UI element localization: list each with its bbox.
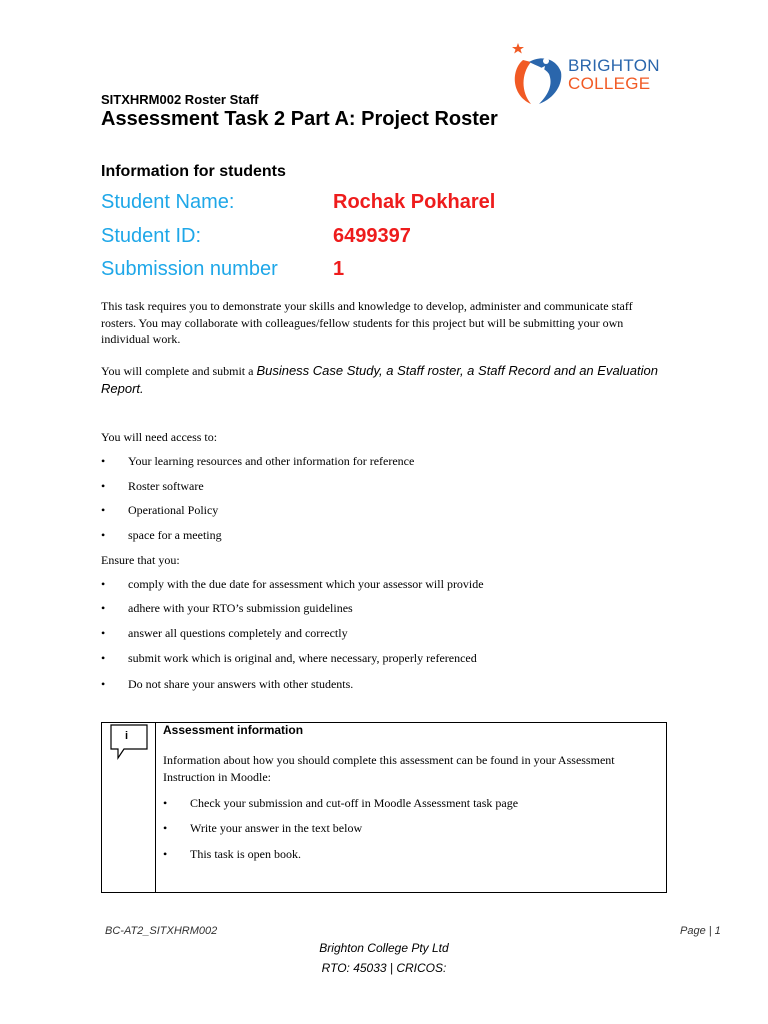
list-item: • Roster software (101, 479, 204, 493)
submit-prefix: You will complete and submit a (101, 364, 257, 378)
college-emblem-icon (509, 40, 569, 110)
student-name-label: Student Name: (101, 191, 235, 213)
student-id-label: Student ID: (101, 225, 202, 247)
footer-company: Brighton College Pty Ltd (319, 941, 449, 955)
submission-number-label: Submission number (101, 258, 278, 280)
list-item: • Check your submission and cut-off in Moodle Assessment task page (163, 796, 519, 810)
submit-items: Business Case Study, a Staff roster, a Staff Record and an Evaluation Report. (101, 363, 658, 396)
logo-line-2: COLLEGE (568, 74, 651, 93)
list-item: • Do not share your answers with other students. (101, 677, 354, 691)
info-box-divider (155, 722, 156, 893)
list-item: • adhere with your RTO’s submission guidelines (101, 601, 353, 615)
footer-document-code: BC-AT2_SITXHRM002 (105, 925, 218, 937)
info-icon-letter: i (125, 730, 129, 742)
student-id-value: 6499397 (333, 225, 411, 247)
info-heading: Information for students (101, 163, 286, 180)
list-item: • Write your answer in the text below (163, 821, 363, 835)
ensure-heading: Ensure that you: (101, 553, 180, 567)
list-item: • Your learning resources and other information for reference (101, 454, 415, 468)
assessment-info-heading: Assessment information (163, 723, 304, 737)
access-heading: You will need access to: (101, 430, 218, 444)
student-name-value: Rochak Pokharel (333, 191, 496, 213)
page-title: Assessment Task 2 Part A: Project Roster (101, 108, 498, 130)
intro-paragraph: This task requires you to demonstrate your skills and knowledge to develop, administer and communicate staff rosters. You may collaborate with colleagues/fellow students for this project but will be submitting your own individual work. (101, 299, 633, 346)
list-item: • This task is open book. (163, 847, 301, 861)
logo-line-1: BRIGHTON (568, 56, 660, 75)
list-item: • submit work which is original and, where necessary, properly referenced (101, 651, 477, 665)
footer-page-number: Page | 1 (680, 925, 721, 937)
list-item: • comply with the due date for assessment which your assessor will provide (101, 577, 484, 591)
assessment-info-text: Information about how you should complete this assessment can be found in your Assessment Instruction in Moodle: (163, 753, 615, 784)
footer-rto: RTO: 45033 | CRICOS: (321, 961, 447, 975)
list-item: • answer all questions completely and correctly (101, 626, 348, 640)
list-item: • space for a meeting (101, 528, 222, 542)
unit-code: SITXHRM002 Roster Staff (101, 92, 259, 107)
submission-number-value: 1 (333, 258, 345, 280)
info-speech-bubble-icon (110, 724, 148, 760)
list-item: • Operational Policy (101, 503, 219, 517)
logo-wordmark (568, 57, 660, 93)
submit-paragraph (101, 362, 661, 398)
